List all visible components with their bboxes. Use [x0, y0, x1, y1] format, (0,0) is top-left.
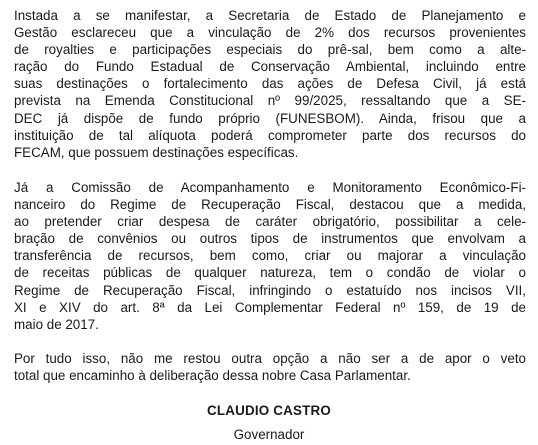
- text-line: total que encaminho à deliberação dessa nobre Casa Parlamentar.: [14, 368, 411, 384]
- text-line: Gestão esclareceu que a vinculação de 2% dos recursos provenientes: [14, 25, 526, 41]
- text-line: Regime de Recuperação Fiscal, infringindo o estatuído nos incisos VII,: [14, 282, 526, 298]
- paragraph-veto-conclusion: [14, 350, 526, 384]
- text-line: ração do Fundo Estadual de Conservação Ambiental, incluindo entre: [14, 59, 526, 75]
- text-line: suas destinações o fortalecimento das ações de Defesa Civil, já está: [14, 76, 526, 92]
- text-line: XI e XIV do art. 8ª da Lei Complementar Federal nº 159, de 19 de: [14, 299, 526, 315]
- text-line: prevista na Emenda Constitucional nº 99/2025, ressaltando que a SE-: [14, 93, 526, 109]
- text-line: ao pretender criar despesa de caráter obrigatório, possibilitar a cele-: [14, 214, 526, 230]
- text-line: de royalties e participações especiais do prê-sal, bem como a alte-: [14, 42, 526, 58]
- text-line: bração de convênios ou outros tipos de instrumentos que envolvam a: [14, 231, 526, 247]
- text-line: Já a Comissão de Acompanhamento e Monitoramento Econômico-Fi-: [14, 180, 526, 195]
- text-line: nanceiro do Regime de Recuperação Fiscal, destacou que a medida,: [14, 197, 526, 213]
- text-line: Por tudo isso, não me restou outra opção a não ser a de apor o veto: [14, 351, 526, 366]
- text-line: de receitas públicas de qualquer natureza, tem o condão de violar o: [14, 265, 526, 281]
- paragraph-fiscal-commission: [14, 179, 526, 333]
- text-line: transferência de recursos, bem como, criar ou majorar a vinculação: [14, 248, 526, 264]
- signatory-name: CLAUDIO CASTRO: [206, 403, 332, 418]
- signatory-title: Governador: [233, 427, 305, 442]
- text-line: FECAM, que possuem destinações específicas.: [14, 144, 299, 160]
- paragraph-sepag-clarification: [14, 7, 526, 161]
- text-line: instituição de tal alíquota poderá comprometer parte dos recursos do: [14, 127, 526, 143]
- text-line: Instada a se manifestar, a Secretaria de Estado de Planejamento e: [14, 8, 526, 23]
- text-line: maio de 2017.: [14, 316, 99, 332]
- text-line: DEC já dispõe de fundo próprio (FUNESBOM). Ainda, frisou que a: [14, 110, 526, 126]
